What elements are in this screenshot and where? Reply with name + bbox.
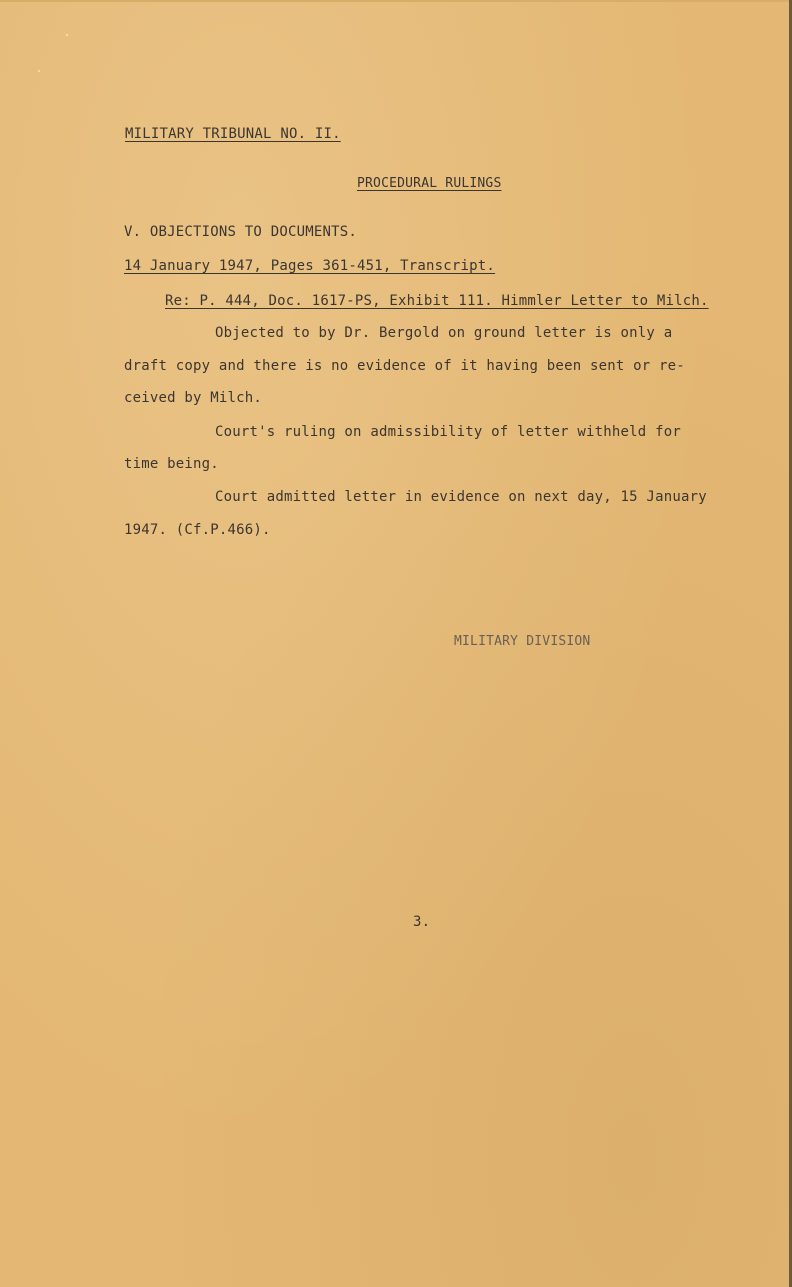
- section-heading: V. OBJECTIONS TO DOCUMENTS.: [124, 224, 357, 240]
- paragraph-2-line-1: Court's ruling on admissibility of letter withheld for: [215, 424, 681, 440]
- page-number: 3.: [413, 914, 431, 930]
- paragraph-2-line-2: time being.: [124, 456, 219, 472]
- tribunal-heading: MILITARY TRIBUNAL NO. II.: [125, 126, 341, 142]
- paragraph-3-line-1: Court admitted letter in evidence on next day, 15 January: [215, 489, 707, 505]
- paragraph-1-line-2: draft copy and there is no evidence of it having been sent or re-: [124, 358, 685, 374]
- document-title: PROCEDURAL RULINGS: [357, 176, 502, 191]
- paragraph-1-line-3: ceived by Milch.: [124, 390, 263, 406]
- date-line: 14 January 1947, Pages 361-451, Transcript.: [124, 258, 496, 274]
- paper-speck: [38, 70, 40, 72]
- signature-division: MILITARY DIVISION: [454, 634, 591, 649]
- page-top-edge: [0, 0, 792, 2]
- paragraph-1-line-1: Objected to by Dr. Bergold on ground letter is only a: [215, 325, 673, 341]
- paragraph-3-line-2: 1947. (Cf.P.466).: [124, 522, 271, 538]
- re-line: Re: P. 444, Doc. 1617-PS, Exhibit 111. Himmler Letter to Milch.: [165, 293, 709, 309]
- paper-speck: [66, 34, 68, 36]
